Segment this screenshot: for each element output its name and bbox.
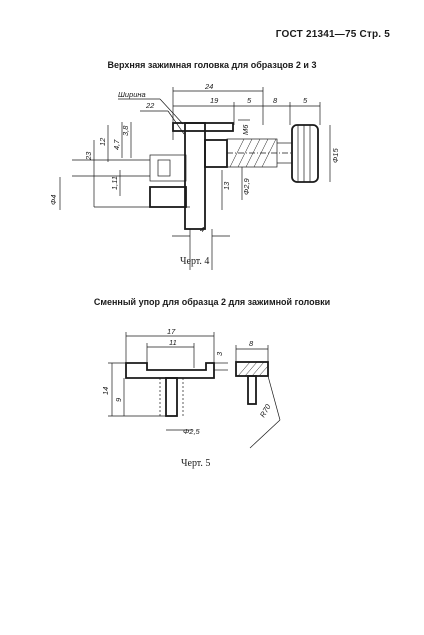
- fig5-dim-3: 3: [215, 351, 224, 356]
- fig4-phi-15: Φ15: [331, 148, 340, 163]
- figure5-title: Сменный упор для образца 2 для зажимной головки: [93, 297, 331, 307]
- fig5-dim-9: 9: [114, 397, 123, 402]
- fig5-dim-14: 14: [101, 386, 110, 395]
- figure5-caption: Черт. 5: [181, 458, 211, 469]
- fig4-dim-19: 19: [210, 96, 219, 105]
- fig4-dim-5b: 5: [303, 96, 308, 105]
- fig5-dim-11: 11: [169, 338, 177, 347]
- fig4-m6: M6: [241, 124, 250, 135]
- fig5-dim-8: 8: [249, 339, 254, 348]
- fig4-dim-23: 23: [84, 151, 93, 160]
- fig4-dim-4b: 4: [200, 225, 205, 234]
- fig5-dim-17: 17: [167, 327, 176, 336]
- fig4-dim-3-8: 3,8: [121, 125, 130, 136]
- figure4-caption: Черт. 4: [180, 256, 210, 267]
- figure4-title: Верхняя зажимная головка для образцов 2 и 3: [107, 60, 317, 70]
- fig4-dim-13: 13: [222, 181, 231, 190]
- fig5-r70: R70: [257, 402, 273, 419]
- fig4-dim-8: 8: [273, 96, 278, 105]
- fig4-phi-2-9: Φ2,9: [242, 178, 251, 195]
- fig4-label-width: Ширина: [118, 90, 146, 99]
- page-header: ГОСТ 21341—75 Стр. 5: [275, 29, 390, 40]
- fig4-dim-12: 12: [98, 137, 107, 146]
- fig4-phi-4: Φ4: [49, 194, 58, 205]
- fig5-phi-2-5: Φ2,5: [183, 427, 200, 436]
- fig4-dim-1-11: 1,11: [110, 175, 119, 190]
- fig4-dim-24: 24: [205, 82, 214, 91]
- fig4-dim-22: 22: [146, 101, 155, 110]
- fig4-dim-5a: 5: [247, 96, 252, 105]
- fig4-dim-4-7: 4,7: [112, 139, 121, 150]
